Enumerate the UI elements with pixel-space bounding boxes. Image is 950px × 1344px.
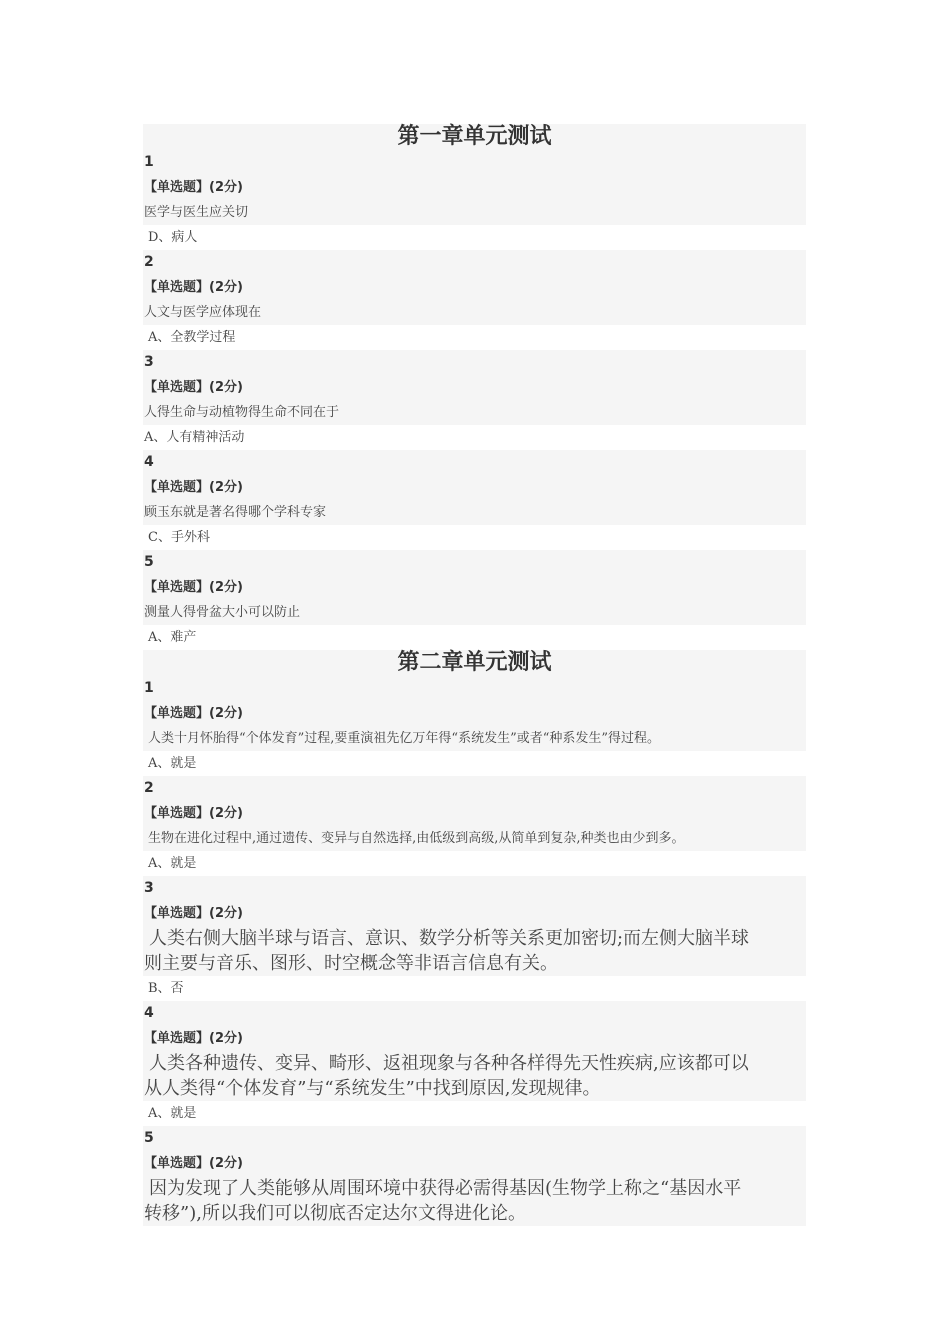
question-block [143,250,806,325]
document-page [143,124,806,1226]
question-text-line: 因为发现了人类能够从周围环境中获得必需得基因(生物学上称之“基因水平 [149,1178,742,1199]
question-text-line: 人类右侧大脑半球与语言、意识、数学分析等关系更加密切;而左侧大脑半球 [149,928,750,949]
question-type: 【单选题】(2分) [144,480,243,495]
answer-text: A、全教学过程 [148,330,236,345]
question-type: 【单选题】(2分) [144,906,243,921]
question-block [143,450,806,525]
question-block [143,350,806,425]
answer-text: A、就是 [148,756,197,771]
question-block [143,1126,806,1226]
question-block [143,1001,806,1101]
question-type: 【单选题】(2分) [144,580,243,595]
question-text [143,926,806,976]
question-type: 【单选题】(2分) [144,1031,243,1046]
question-number: 1 [144,154,154,170]
answer-text: A、就是 [148,856,197,871]
question-number: 3 [144,354,154,370]
question-text-line: 则主要与音乐、图形、时空概念等非语言信息有关。 [144,953,558,974]
chapter1-title: 第一章单元测试 [397,124,552,149]
question-text: 生物在进化过程中,通过遗传、变异与自然选择,由低级到高级,从简单到复杂,种类也由少到多。 [148,831,685,846]
question-type: 【单选题】(2分) [144,280,243,295]
question-number: 5 [144,554,154,570]
question-block [143,776,806,851]
question-number: 2 [144,780,154,796]
question-type: 【单选题】(2分) [144,380,243,395]
question-number: 4 [144,1005,154,1021]
question-type: 【单选题】(2分) [144,706,243,721]
question-block [143,550,806,625]
answer-text: B、否 [148,981,184,996]
question-type: 【单选题】(2分) [144,806,243,821]
question-text [143,1051,806,1101]
chapter2-block [143,650,806,751]
question-text: 人类十月怀胎得“个体发育”过程,要重演祖先亿万年得“系统发生”或者“种系发生”得过程。 [148,731,661,746]
question-type: 【单选题】(2分) [144,1156,243,1171]
chapter1-block [143,124,806,225]
question-number: 1 [144,680,154,696]
question-text-line: 转移”),所以我们可以彻底否定达尔文得进化论。 [144,1203,526,1224]
question-number: 2 [144,254,154,270]
question-text: 医学与医生应关切 [144,205,249,220]
question-block [143,876,806,976]
question-text-line: 人类各种遗传、变异、畸形、返祖现象与各种各样得先天性疾病,应该都可以 [149,1053,749,1074]
answer-text: A、就是 [148,1106,197,1121]
answer-text: A、人有精神活动 [144,430,245,445]
chapter2-title: 第二章单元测试 [397,650,552,675]
question-text: 顾玉东就是著名得哪个学科专家 [144,505,327,520]
question-number: 4 [144,454,154,470]
answer-text: C、手外科 [148,530,210,545]
question-text-line: 从人类得“个体发育”与“系统发生”中找到原因,发现规律。 [144,1078,601,1099]
question-text: 人得生命与动植物得生命不同在于 [144,405,340,420]
question-text [143,1176,806,1226]
question-number: 5 [144,1130,154,1146]
answer-text: A、难产 [148,630,197,645]
answer-text: D、病人 [148,230,198,245]
question-text: 测量人得骨盆大小可以防止 [144,605,301,620]
question-number: 3 [144,880,154,896]
question-type: 【单选题】(2分) [144,180,243,195]
question-text: 人文与医学应体现在 [144,305,262,320]
